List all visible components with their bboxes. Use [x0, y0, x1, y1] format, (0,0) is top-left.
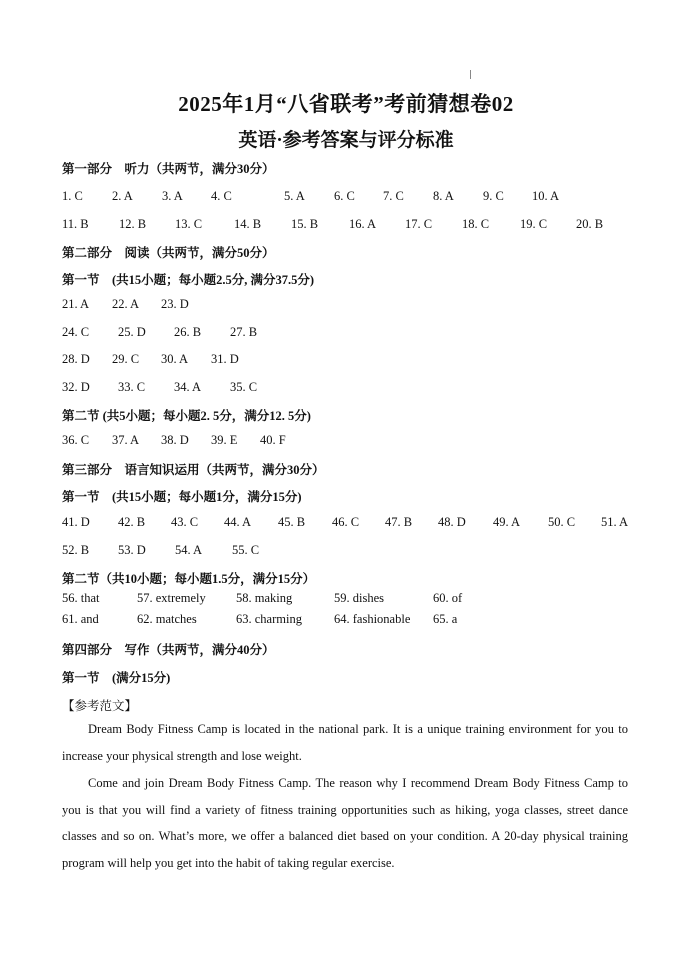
answer-item: 10. A — [532, 189, 560, 203]
answer-item: 49. A — [493, 515, 521, 529]
answer-item: 23. D — [161, 297, 189, 311]
answer-item: 46. C — [332, 515, 360, 529]
answer-item: 39. E — [211, 433, 238, 447]
sample-essay-paragraph: Dream Body Fitness Camp is located in the national park. It is a unique training environment for you to increase your physical strength and lose weight. — [62, 722, 628, 763]
answer-item: 20. B — [576, 217, 604, 231]
answer-item: 44. A — [224, 515, 252, 529]
answer-item: 48. D — [438, 515, 466, 529]
part3-heading: 第三部分 语言知识运用（共两节，满分30分） — [62, 463, 325, 477]
answer-item: 45. B — [278, 515, 306, 529]
answer-item: 38. D — [161, 433, 189, 447]
answer-item: 33. C — [118, 380, 146, 394]
page-mark — [470, 70, 471, 79]
answer-item: 31. D — [211, 352, 239, 366]
answer-item: 54. A — [175, 543, 203, 557]
answer-item: 36. C — [62, 433, 90, 447]
answer-item: 56. that — [62, 591, 100, 605]
page-subtitle: 英语·参考答案与评分标准 — [238, 130, 454, 151]
answer-item: 52. B — [62, 543, 90, 557]
answer-item: 34. A — [174, 380, 202, 394]
answer-item: 16. A — [349, 217, 377, 231]
answer-item: 2. A — [112, 189, 133, 203]
answer-item: 12. B — [119, 217, 147, 231]
sample-essay-paragraph: Come and join Dream Body Fitness Camp. The reason why I recommend Dream Body Fitness Camp to you is that you will find a variety of fitness training opportunities such as hiking, yoga classes, street dance classes and so on. What’s more, we offer a balanced diet based on your condition. A 20-day physical training program will help you get into the habit of taking regular exercise. — [62, 776, 628, 870]
part4-heading: 第四部分 写作（共两节，满分40分） — [62, 643, 275, 657]
answer-item: 47. B — [385, 515, 413, 529]
answer-item: 24. C — [62, 325, 90, 339]
answer-item: 3. A — [162, 189, 183, 203]
answer-item: 37. A — [112, 433, 140, 447]
answer-item: 9. C — [483, 189, 504, 203]
answer-item: 42. B — [118, 515, 146, 529]
answer-item: 6. C — [334, 189, 355, 203]
part3-section1-heading: 第一节 (共15小题；每小题1分，满分15分) — [62, 490, 302, 504]
answer-item: 60. of — [433, 591, 463, 605]
answer-item: 30. A — [161, 352, 189, 366]
answer-item: 17. C — [405, 217, 433, 231]
answer-item: 59. dishes — [334, 591, 384, 605]
sample-essay-label: 【参考范文】 — [62, 699, 138, 713]
answer-item: 53. D — [118, 543, 146, 557]
answer-item: 4. C — [211, 189, 232, 203]
answer-item: 7. C — [383, 189, 404, 203]
answer-item: 41. D — [62, 515, 90, 529]
answer-item: 29. C — [112, 352, 140, 366]
answer-item: 27. B — [230, 325, 258, 339]
part2-section2-heading: 第二节 (共5小题；每小题2. 5分，满分12. 5分) — [62, 409, 311, 423]
answer-item: 5. A — [284, 189, 305, 203]
answer-item: 28. D — [62, 352, 90, 366]
answer-item: 57. extremely — [137, 591, 206, 605]
part2-heading: 第二部分 阅读（共两节，满分50分） — [62, 246, 275, 260]
part4-section1-heading: 第一节 (满分15分) — [62, 671, 171, 685]
answer-item: 40. F — [260, 433, 286, 447]
answer-item: 50. C — [548, 515, 576, 529]
answer-item: 25. D — [118, 325, 146, 339]
answer-item: 1. C — [62, 189, 83, 203]
answer-item: 63. charming — [236, 612, 302, 626]
answer-item: 65. a — [433, 612, 458, 626]
answer-item: 8. A — [433, 189, 454, 203]
answer-item: 13. C — [175, 217, 203, 231]
answer-item: 32. D — [62, 380, 90, 394]
answer-item: 58. making — [236, 591, 293, 605]
answer-item: 21. A — [62, 297, 90, 311]
answer-item: 18. C — [462, 217, 490, 231]
answer-item: 43. C — [171, 515, 199, 529]
part2-section1-heading: 第一节 (共15小题；每小题2.5分, 满分37.5分) — [62, 273, 315, 287]
answer-item: 15. B — [291, 217, 319, 231]
part1-heading: 第一部分 听力（共两节，满分30分） — [62, 162, 275, 176]
answer-item: 61. and — [62, 612, 99, 626]
answer-item: 62. matches — [137, 612, 197, 626]
answer-item: 19. C — [520, 217, 548, 231]
answer-item: 35. C — [230, 380, 258, 394]
answer-item: 11. B — [62, 217, 89, 231]
answer-item: 55. C — [232, 543, 260, 557]
part3-section2-heading: 第二节（共10小题；每小题1.5分，满分15分） — [62, 572, 316, 586]
page-title: 2025年1月“八省联考”考前猜想卷02 — [178, 92, 514, 116]
answer-item: 14. B — [234, 217, 262, 231]
answer-item: 26. B — [174, 325, 202, 339]
answer-item: 22. A — [112, 297, 140, 311]
answer-item: 51. A — [601, 515, 629, 529]
answer-item: 64. fashionable — [334, 612, 411, 626]
